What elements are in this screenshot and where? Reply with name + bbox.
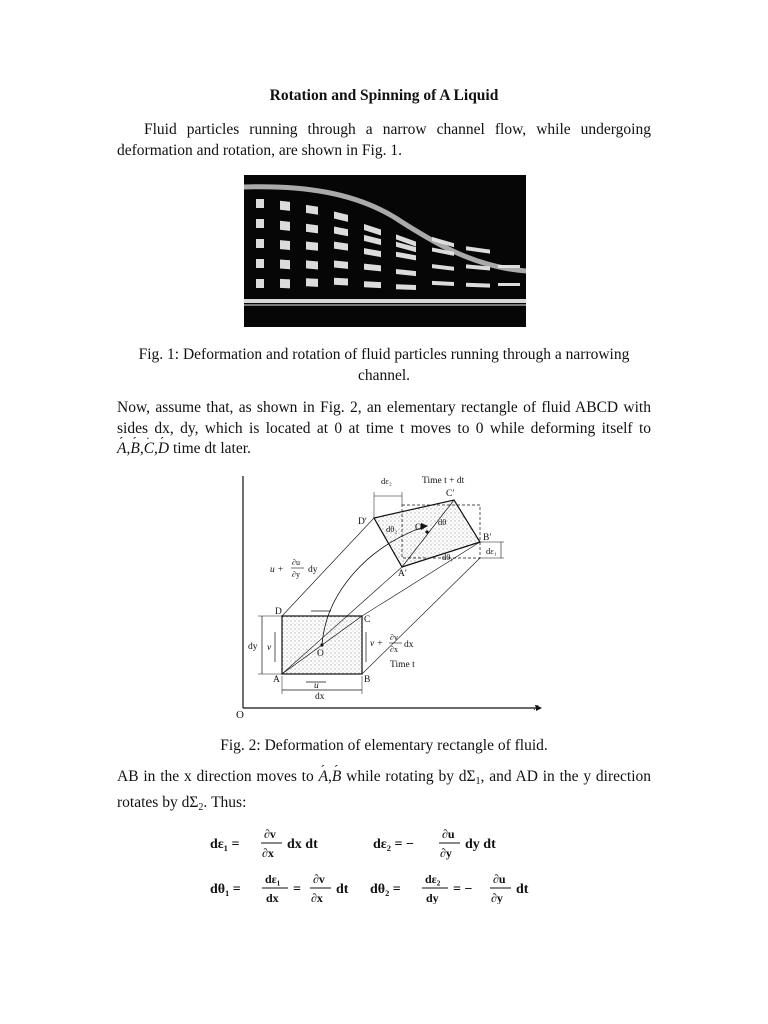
svg-text:∂v: ∂v [264,827,276,841]
svg-text:=: = [293,882,301,897]
svg-text:dy: dy [308,565,318,575]
svg-text:∂u: ∂u [292,558,300,567]
svg-text:dθ₁ =: dθ₁ = [210,882,241,897]
svg-text:dx dt: dx dt [287,837,318,852]
label-c: C [364,615,371,625]
equations-block [210,822,550,904]
label-b-prime: B′ [483,533,492,543]
svg-text:dx: dx [404,640,414,650]
channel-flow-photo [244,175,526,327]
label-v-plus: v + [370,639,384,649]
label-dy: dy [248,642,258,652]
label-a-prime: A′ [398,569,407,579]
svg-text:∂x: ∂x [390,645,398,654]
svg-text:∂y: ∂y [292,570,300,579]
label-b: B [364,675,371,685]
label-d-eps2: dε₂ [381,476,392,486]
equation-d-eps1 [210,827,318,860]
time-t-dt-label: Time t + dt [422,476,465,486]
point-c-prime: C ˙ [144,440,154,457]
point-b-prime: B ´ [130,440,139,457]
svg-text:∂v: ∂v [390,633,398,642]
label-d-theta1: dθ₁ [442,552,454,562]
equation-d-theta1 [210,872,349,904]
svg-text:∂y: ∂y [440,846,452,860]
label-d-prime: D′ [358,517,367,527]
label-a: A [273,675,280,685]
svg-text:∂x: ∂x [262,846,274,860]
point-a-prime: A ´ [117,440,126,457]
svg-text:= −: = − [453,882,473,897]
svg-text:dε₂: dε₂ [425,872,441,886]
label-o-prime: O′ [415,523,424,533]
label-d-eps1: dε₁ [486,546,497,556]
label-c-prime: C′ [446,489,455,499]
label-dx: dx [315,692,325,702]
svg-text:dy dt: dy dt [465,837,496,852]
fig2-caption: Fig. 2: Deformation of elementary rectangle of fluid. [220,737,548,754]
paragraph-3: AB in the x direction moves to A ´,B ´ while rotating by $d\Sigma_1$, and AD in the y direction rotates by $d\Sigma_2$. Thus: [117,767,651,818]
svg-text:dε₂ = −: dε₂ = − [373,837,414,852]
label-d: D [275,607,282,617]
fig1-caption: Fig. 1: Deformation and rotation of fluid particles running through a narrowing channel. [138,346,630,384]
label-o: O [317,649,324,659]
point-d-prime: D ´ [158,440,169,457]
intro-paragraph: Fluid particles running through a narrow channel flow, while undergoing deformation and rotation, are shown in Fig. 1. [117,121,651,159]
equation-d-eps2 [373,827,496,860]
svg-text:dy: dy [426,891,439,904]
equation-d-theta2 [370,872,529,904]
svg-text:dx: dx [266,891,279,904]
svg-text:dt: dt [516,882,529,897]
svg-text:dε₁ =: dε₁ = [210,837,240,852]
svg-text:∂u: ∂u [442,827,455,841]
label-u-plus: u + [270,565,284,575]
label-u: u [314,681,319,691]
label-d-theta2: dθ₂ [386,524,398,534]
fig2-diagram [218,472,552,720]
label-v: v [267,643,272,653]
origin-label: O [236,709,244,720]
svg-text:dt: dt [336,882,349,897]
svg-text:dε₁: dε₁ [265,872,281,886]
svg-text:∂x: ∂x [311,891,323,904]
fig1-photo [244,175,526,327]
svg-text:dθ₂ =: dθ₂ = [370,882,401,897]
x-axis-label: x [534,702,539,713]
paragraph-2: Now, assume that, as shown in Fig. 2, an elementary rectangle of fluid ABCD with sides dx, dy, which is located at 0 at time t moves to 0 while deforming itself to A ´,B ´,C ˙,D ´ time dt later. [117,398,651,460]
time-t-label: Time t [390,660,415,670]
svg-text:∂y: ∂y [491,891,503,904]
svg-text:∂v: ∂v [313,872,325,886]
svg-text:∂u: ∂u [493,872,506,886]
document-title: Rotation and Spinning of A Liquid [269,87,499,104]
label-d-theta: dθ [438,517,447,527]
